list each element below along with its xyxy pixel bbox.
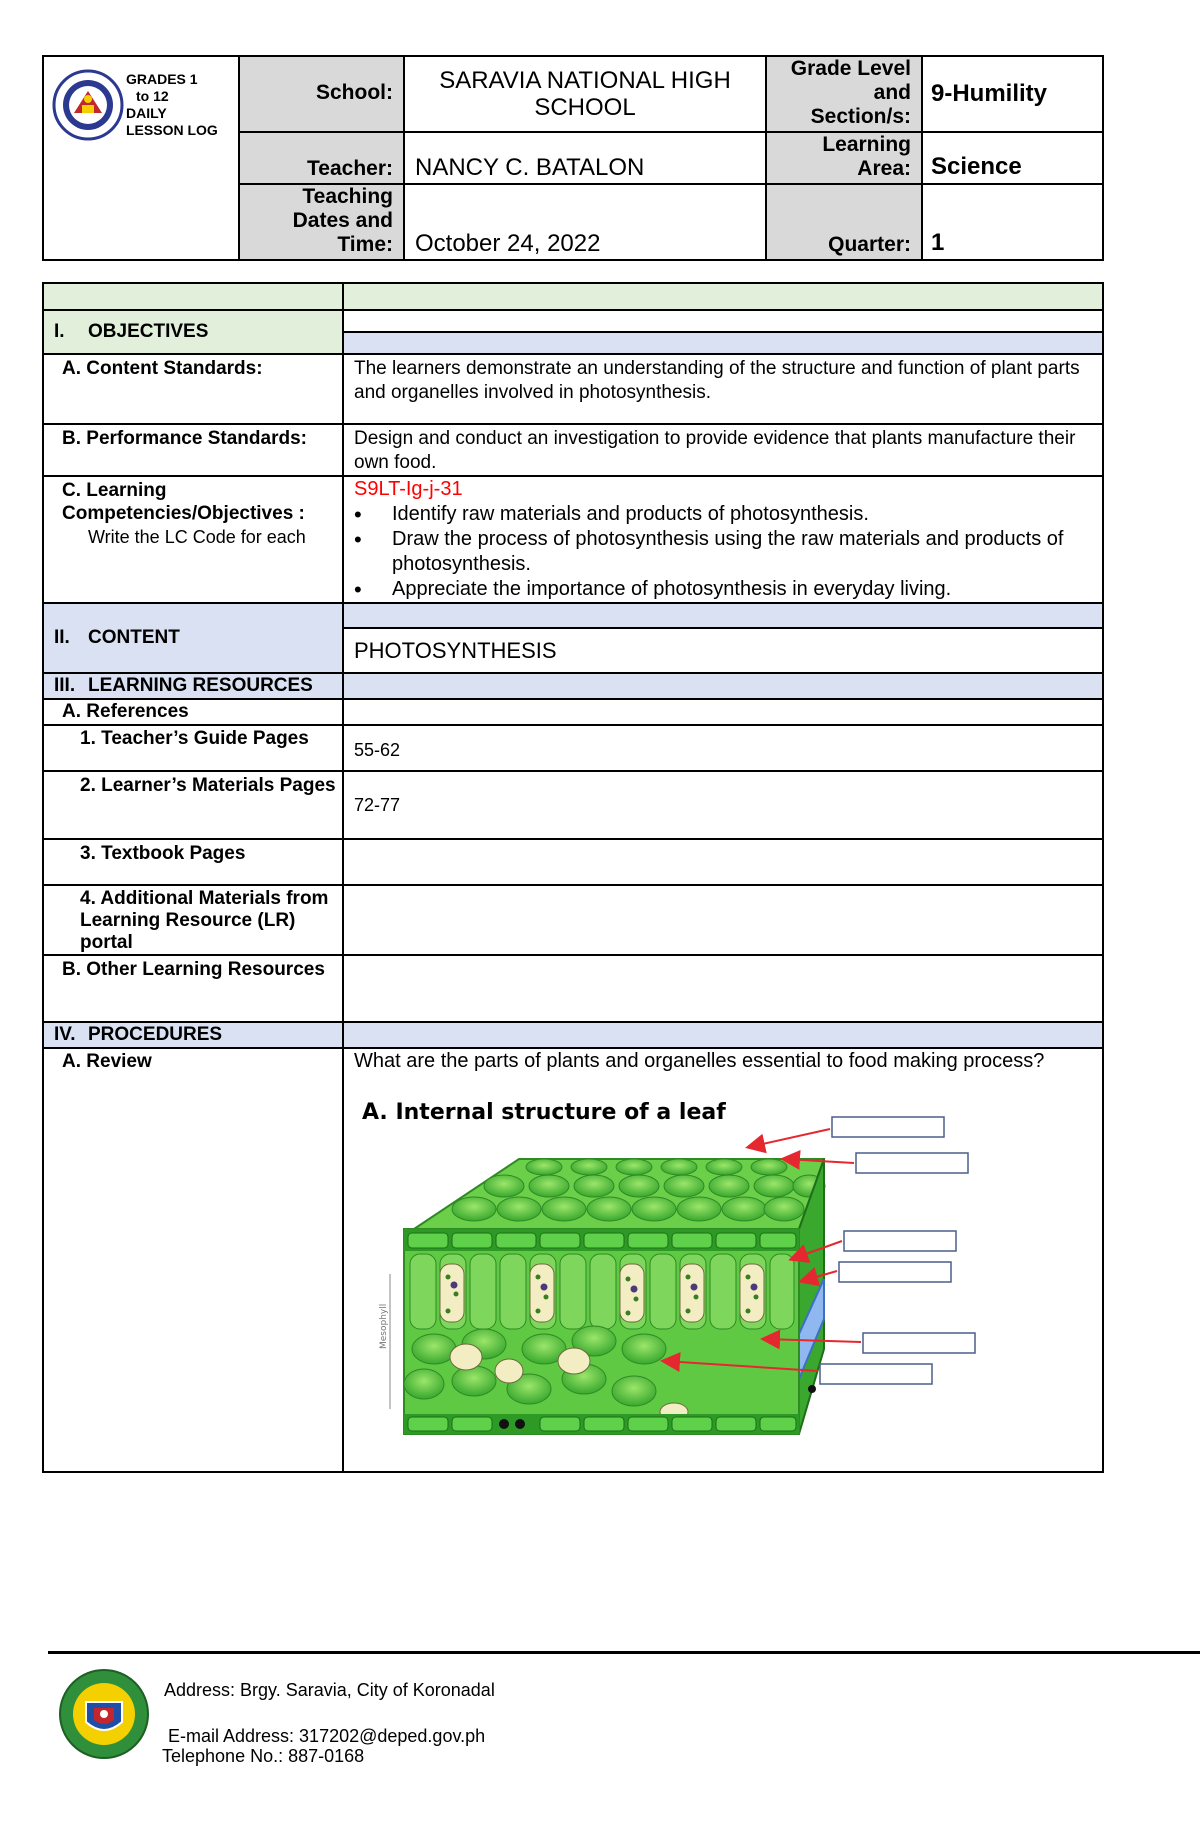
footer-email: E-mail Address: 317202@deped.gov.ph — [168, 1726, 486, 1746]
school-name: SARAVIA NATIONAL HIGH SCHOOL — [404, 56, 766, 132]
deped-logo-cell — [43, 56, 239, 260]
competencies-cell — [343, 476, 1103, 603]
learners-materials-label: 2. Learner’s Materials Pages — [43, 771, 343, 839]
blank-cell — [343, 310, 1103, 332]
school-label: School: — [239, 56, 404, 132]
objectives-heading: I. OBJECTIVES — [43, 310, 343, 354]
textbook-pages-value — [343, 839, 1103, 885]
blank-blue-cell — [343, 673, 1103, 699]
deped-seal-icon — [52, 69, 124, 141]
content-heading: II. CONTENT — [43, 603, 343, 673]
lesson-log-table — [42, 282, 1104, 1473]
blank-blue-cell — [343, 332, 1103, 354]
textbook-pages-label: 3. Textbook Pages — [43, 839, 343, 885]
footer-divider — [48, 1651, 1200, 1654]
other-resources-value — [343, 955, 1103, 1022]
content-value: PHOTOSYNTHESIS — [343, 628, 1103, 673]
review-question: What are the parts of plants and organelles essential to food making process? — [354, 1050, 1045, 1072]
quarter-label: Quarter: — [766, 184, 922, 260]
review-label: A. Review — [43, 1048, 343, 1472]
competencies-note: Write the LC Code for each — [88, 527, 306, 547]
header-table — [42, 55, 1104, 261]
school-seal-icon — [58, 1668, 150, 1760]
footer-address: Address: Brgy. Saravia, City of Koronadal — [164, 1680, 495, 1700]
learning-area-label: Learning Area: — [766, 132, 922, 184]
competency-list — [354, 502, 1092, 602]
content-standards-text: The learners demonstrate an understanding of the structure and function of plant parts and organelles involved in photosynthesis. — [343, 354, 1103, 424]
blank-green-cell — [43, 283, 343, 310]
review-cell — [343, 1048, 1103, 1472]
competencies-label-cell — [43, 476, 343, 603]
grade-section-value: 9-Humility — [922, 56, 1103, 132]
additional-materials-label: 4. Additional Materials from Learning Resource (LR) portal — [43, 885, 343, 955]
blank-green-cell — [343, 283, 1103, 310]
blank-cell — [343, 699, 1103, 725]
figure-title: A. Internal structure of a leaf — [362, 1100, 726, 1125]
competencies-label: C. Learning Competencies/Objectives : — [62, 480, 305, 524]
learning-resources-heading: III. LEARNING RESOURCES — [43, 673, 343, 699]
logo-text-line: to 12 — [136, 88, 169, 104]
learners-materials-pages: 72-77 — [343, 771, 1103, 839]
teaching-dates-value: October 24, 2022 — [404, 184, 766, 260]
blank-label-box — [863, 1333, 975, 1353]
content-standards-label: A. Content Standards: — [43, 354, 343, 424]
teaching-dates-label: Teaching Dates and Time: — [239, 184, 404, 260]
blank-label-box — [856, 1153, 968, 1173]
performance-standards-text: Design and conduct an investigation to provide evidence that plants manufacture their own food. — [343, 424, 1103, 476]
references-label: A. References — [43, 699, 343, 725]
quarter-value: 1 — [922, 184, 1103, 260]
competencies-label-text: Learning Competencies/Objectives : — [62, 480, 305, 524]
logo-text-line: GRADES 1 — [126, 71, 198, 87]
grade-level-label: Grade Level and Section/s: — [766, 56, 922, 132]
blank-label-box — [820, 1364, 932, 1384]
competency-item: • Draw the process of photosynthesis using the raw materials and products of photosynthesis. — [354, 527, 1092, 577]
competency-item: • Appreciate the importance of photosynthesis in everyday living. — [354, 577, 1092, 602]
leaf-cross-section-diagram — [344, 1049, 1102, 1471]
teacher-name: NANCY C. BATALON — [404, 132, 766, 184]
blank-blue-cell — [343, 1022, 1103, 1048]
learning-area-value: Science — [922, 132, 1103, 184]
footer-telephone: Telephone No.: 887-0168 — [162, 1746, 365, 1766]
teacher-label: Teacher: — [239, 132, 404, 184]
performance-standards-label: B. Performance Standards: — [43, 424, 343, 476]
blank-label-box — [839, 1262, 951, 1282]
logo-text-line: LESSON LOG — [126, 122, 218, 138]
procedures-heading: IV. PROCEDURES — [43, 1022, 343, 1048]
other-resources-label: B. Other Learning Resources — [43, 955, 343, 1022]
logo-text-line: DAILY — [126, 105, 167, 121]
teachers-guide-pages: 55-62 — [343, 725, 1103, 771]
teachers-guide-label: 1. Teacher’s Guide Pages — [43, 725, 343, 771]
lc-code: S9LT-Ig-j-31 — [354, 478, 463, 500]
blank-label-box — [832, 1117, 944, 1137]
competency-item: • Identify raw materials and products of photosynthesis. — [354, 502, 1092, 527]
blank-label-box — [844, 1231, 956, 1251]
additional-materials-value — [343, 885, 1103, 955]
blank-blue-cell — [343, 603, 1103, 628]
mesophyll-label: Mesophyll — [379, 1303, 389, 1349]
